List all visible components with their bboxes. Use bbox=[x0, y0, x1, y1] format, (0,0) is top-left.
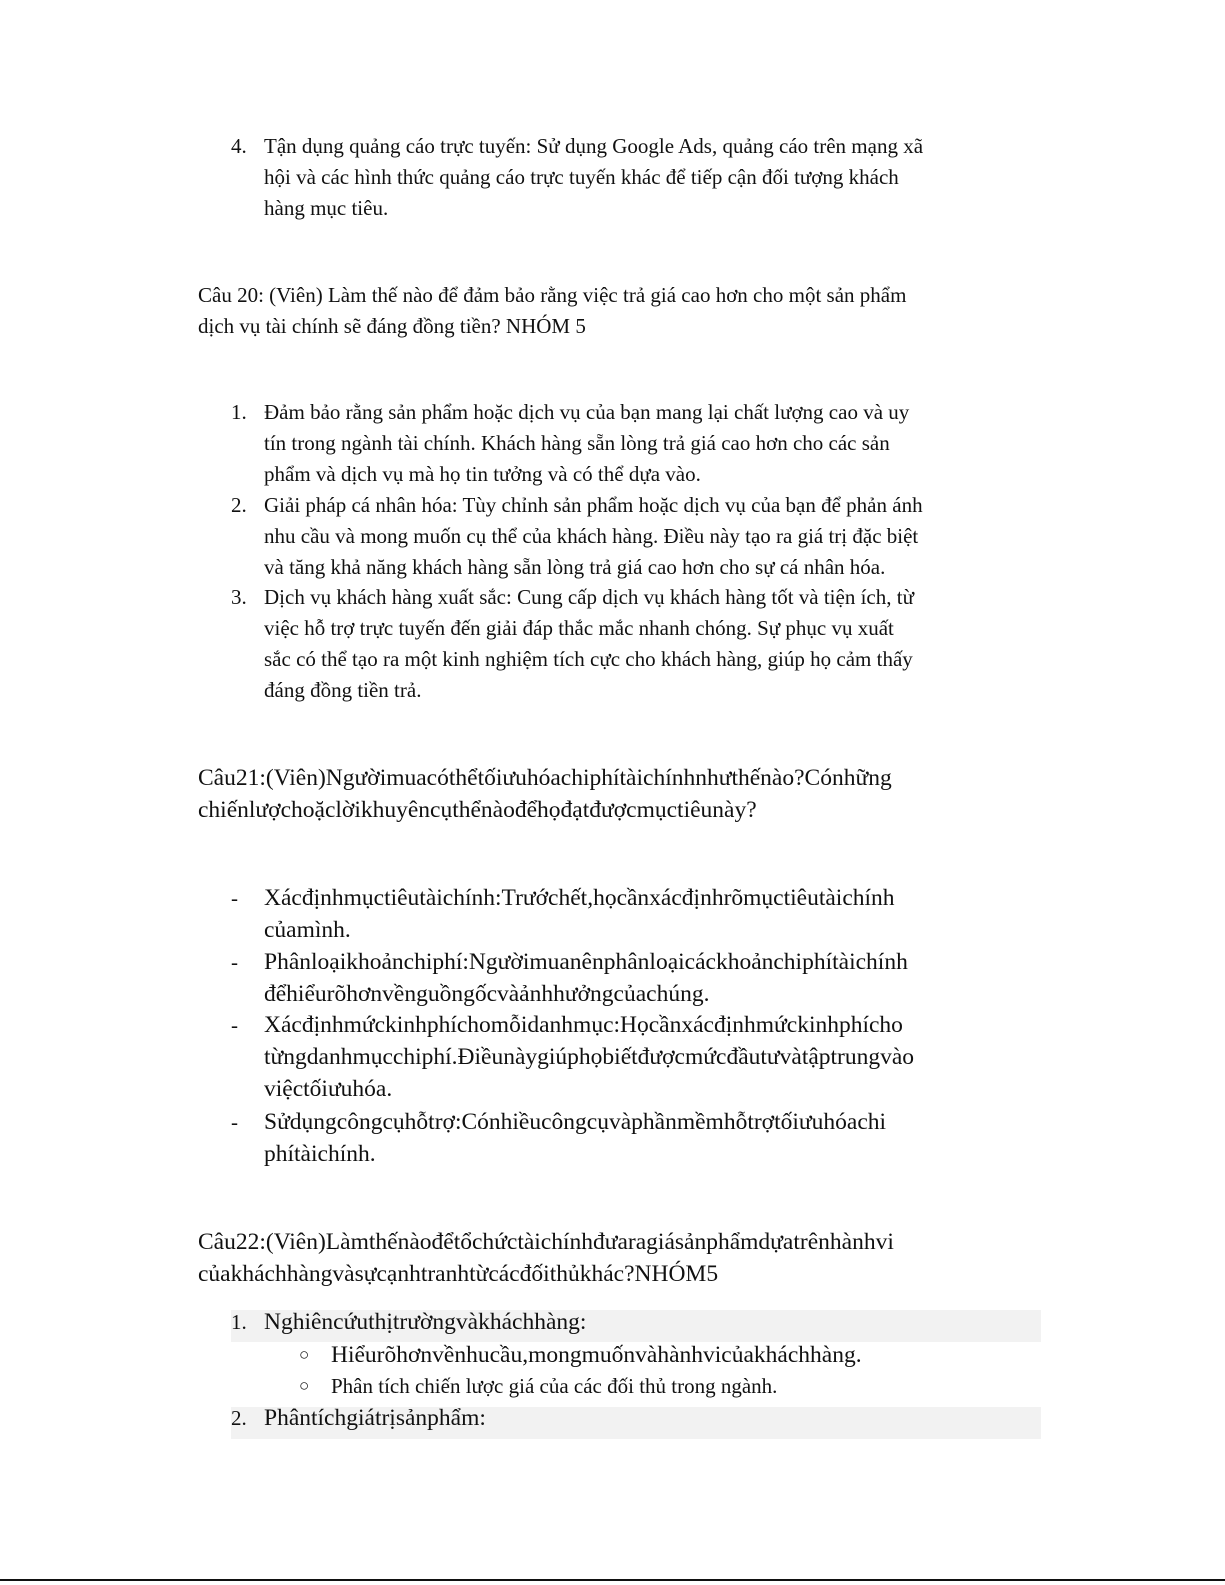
circle-bullet-icon: ○ bbox=[299, 1345, 310, 1364]
circle-bullet-icon: ○ bbox=[299, 1376, 310, 1395]
list-dash: - bbox=[231, 1110, 238, 1134]
list-number: 2. bbox=[231, 493, 247, 517]
sub-list-item-text: Hiểurõhơnvềnhucầu,mongmuốnvàhànhvicủakháchhàng. bbox=[331, 1342, 862, 1368]
list-number: 3. bbox=[231, 585, 247, 609]
list-item-label: Phântíchgiátrịsảnphẩm: bbox=[264, 1405, 486, 1431]
list-item-line: Đảm bảo rằng sản phẩm hoặc dịch vụ của bạn mang lại chất lượng cao và uy bbox=[264, 400, 910, 424]
question-line: Câu 20: (Viên) Làm thế nào để đảm bảo rằng việc trả giá cao hơn cho một sản phẩm bbox=[198, 283, 907, 307]
list-item-line: nhu cầu và mong muốn cụ thể của khách hàng. Điều này tạo ra giá trị đặc biệt bbox=[264, 524, 919, 548]
list-item-line: Tận dụng quảng cáo trực tuyến: Sử dụng Google Ads, quảng cáo trên mạng xã bbox=[264, 134, 924, 158]
list-item-line: và tăng khả năng khách hàng sẵn lòng trả giá cao hơn cho sự cá nhân hóa. bbox=[264, 555, 886, 579]
list-item-line: việc hỗ trợ trực tuyến đến giải đáp thắc mắc nhanh chóng. Sự phục vụ xuất bbox=[264, 616, 894, 640]
list-item-line: việctốiưuhóa. bbox=[264, 1076, 393, 1102]
sub-list-item-text: Phân tích chiến lược giá của các đối thủ trong ngành. bbox=[331, 1374, 778, 1398]
list-number: 4. bbox=[231, 134, 247, 158]
question-line: Câu22:(Viên)Làmthếnàođểtổchứctàichínhđưaragiásảnphẩmdựatrênhànhvi bbox=[198, 1229, 894, 1255]
list-item-line: phítàichính. bbox=[264, 1141, 376, 1167]
list-item-line: đểhiểurõhơnvềnguồngốcvàảnhhưởngcủachúng. bbox=[264, 981, 710, 1007]
question-line: chiếnlượchoặclờikhuyêncụthểnàođểhọđạtđượcmụctiêunày? bbox=[198, 797, 757, 823]
question-line: Câu21:(Viên)Ngườimuacóthểtốiưuhóachiphítàichínhnhưthếnào?Cónhững bbox=[198, 765, 892, 791]
list-item-line: Dịch vụ khách hàng xuất sắc: Cung cấp dịch vụ khách hàng tốt và tiện ích, từ bbox=[264, 585, 914, 609]
list-item-line: tín trong ngành tài chính. Khách hàng sẵn lòng trả giá cao hơn cho các sản bbox=[264, 431, 890, 455]
list-item-label: Nghiêncứuthịtrườngvàkháchhàng: bbox=[264, 1309, 587, 1335]
question-line: củakháchhàngvàsựcạnhtranhtừcácđốithủkhác?NHÓM5 bbox=[198, 1261, 719, 1287]
list-item-line: Phânloạikhoảnchiphí:Ngườimuanênphânloạicáckhoảnchiphítàichính bbox=[264, 949, 908, 975]
list-item-line: từngdanhmụcchiphí.Điềunàygiúphọbiếtđượcmứcđầutưvàtậptrungvào bbox=[264, 1044, 915, 1070]
list-item-line: Sửdụngcôngcụhỗtrợ:Cónhiềucôngcụvàphầnmềmhỗtrợtốiưuhóachi bbox=[264, 1109, 887, 1135]
list-number: 1. bbox=[231, 400, 247, 424]
list-item-line: Xácđịnhmụctiêutàichính:Trướchết,họcầnxácđịnhrõmụctiêutàichính bbox=[264, 885, 895, 911]
list-item-line: đáng đồng tiền trả. bbox=[264, 678, 422, 702]
list-item-line: Xácđịnhmứckinhphíchomỗidanhmục:Họcầnxácđịnhmứckinhphícho bbox=[264, 1012, 903, 1038]
list-item-line: Giải pháp cá nhân hóa: Tùy chỉnh sản phẩm hoặc dịch vụ của bạn để phản ánh bbox=[264, 493, 923, 517]
list-number: 1. bbox=[231, 1310, 247, 1334]
list-item-line: hàng mục tiêu. bbox=[264, 196, 389, 220]
list-number: 2. bbox=[231, 1406, 247, 1430]
page-bottom-rule bbox=[0, 1579, 1225, 1581]
list-item-line: hội và các hình thức quảng cáo trực tuyến khác để tiếp cận đối tượng khách bbox=[264, 165, 899, 189]
list-item-line: phẩm và dịch vụ mà họ tin tưởng và có thể dựa vào. bbox=[264, 462, 701, 486]
list-item-line: sắc có thể tạo ra một kinh nghiệm tích cực cho khách hàng, giúp họ cảm thấy bbox=[264, 647, 913, 671]
list-dash: - bbox=[231, 1013, 238, 1037]
list-dash: - bbox=[231, 886, 238, 910]
list-dash: - bbox=[231, 950, 238, 974]
list-item-line: củamình. bbox=[264, 917, 351, 943]
question-line: dịch vụ tài chính sẽ đáng đồng tiền? NHÓM 5 bbox=[198, 314, 586, 338]
